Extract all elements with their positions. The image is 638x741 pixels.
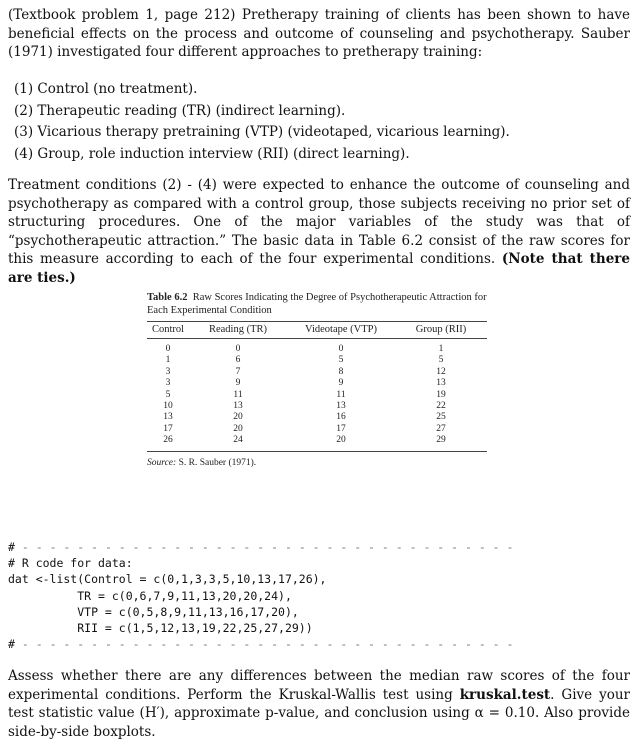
cell-group: 27 xyxy=(436,423,446,434)
cell-videotape: 9 xyxy=(338,378,344,389)
table-row xyxy=(147,378,487,389)
table-label: Table 6.2 xyxy=(147,292,188,303)
cell-control: 0 xyxy=(165,344,171,354)
question-paragraph xyxy=(8,667,630,741)
cell-control: 26 xyxy=(163,435,173,446)
cell-group: 12 xyxy=(436,366,446,377)
table-row xyxy=(147,355,487,366)
cell-control: 10 xyxy=(163,400,173,411)
question-text: . Give your test statistic value (H′), approximate p-value, and conclusion using α = 0.10. Also provide side-by-side boxplots. xyxy=(8,686,630,740)
question-text: Assess whether there are any differences between the median raw scores of the four experimental conditions. Perform the Kruskal-Wallis test using xyxy=(8,668,630,703)
cell-group: 29 xyxy=(436,435,446,446)
table-source xyxy=(147,458,487,468)
cell-videotape: 16 xyxy=(336,412,346,423)
code-line: TR = c(0,6,7,9,11,13,20,20,24), xyxy=(8,588,292,603)
table-body xyxy=(147,344,487,447)
list-item: (3) Vicarious therapy pretraining (VTP) (videotaped, vicarious learning). xyxy=(14,124,510,140)
table-row xyxy=(147,390,487,401)
cell-group: 22 xyxy=(436,400,446,411)
list-item: (2) Therapeutic reading (TR) (indirect learning). xyxy=(14,102,346,119)
cell-reading: 9 xyxy=(235,378,241,389)
intro-paragraph xyxy=(8,6,630,62)
cell-videotape: 11 xyxy=(336,389,346,400)
cell-reading: 24 xyxy=(233,435,243,446)
cell-videotape: 0 xyxy=(338,344,344,354)
header-reading: Reading (TR) xyxy=(208,324,268,335)
cell-videotape: 8 xyxy=(338,366,344,377)
table-row xyxy=(147,412,487,423)
list-item: (1) Control (no treatment). xyxy=(14,81,198,97)
cell-reading: 11 xyxy=(233,389,243,400)
cell-control: 3 xyxy=(165,366,171,377)
table-row xyxy=(147,424,487,435)
cell-videotape: 5 xyxy=(338,355,344,366)
cell-reading: 20 xyxy=(233,412,243,423)
cell-reading: 13 xyxy=(233,400,243,411)
cell-control: 17 xyxy=(163,423,173,434)
code-line: dat <-list(Control = c(0,1,3,3,5,10,13,17,26), xyxy=(8,572,327,587)
cell-videotape: 13 xyxy=(336,400,346,411)
table-row xyxy=(147,344,487,355)
cell-control: 3 xyxy=(165,378,171,389)
cell-group: 1 xyxy=(438,344,444,354)
source-text: S. R. Sauber (1971). xyxy=(178,457,257,468)
dash-rule: - - - - - - - - - - - - - - - - - - - - - - - - - - - - - - - - - - - - xyxy=(21,637,514,652)
comment-hash: # xyxy=(8,637,15,652)
cell-control: 5 xyxy=(165,389,171,400)
header-videotape: Videotape (VTP) xyxy=(305,324,377,335)
code-line: VTP = c(0,5,8,9,11,13,16,17,20), xyxy=(8,604,299,619)
table-row xyxy=(147,435,487,446)
table-caption-text: Raw Scores Indicating the Degree of Psychotherapeutic Attraction for Each Experimental Condition xyxy=(147,292,487,316)
cell-group: 5 xyxy=(438,355,444,366)
table-header xyxy=(147,322,487,338)
cell-reading: 7 xyxy=(235,366,241,377)
header-group: Group (RII) xyxy=(415,324,467,335)
table-caption xyxy=(147,291,487,317)
treatment-text: Treatment conditions (2) - (4) were expected to enhance the outcome of counseling and psychotherapy as compared with a control group, those subjects receiving no prior set of structuring procedures. One of the major variables of the study was that of “psychotherapeutic attraction.” The basic data in Table 6.2 consist of the raw scores for this measure according to each of the four experimental conditions. xyxy=(8,177,630,267)
table-bottom-rule xyxy=(147,451,487,452)
cell-control: 1 xyxy=(165,355,171,366)
comment-hash: # xyxy=(8,540,15,554)
dash-rule: - - - - - - - - - - - - - - - - - - - - - - - - - - - - - - - - - - - - xyxy=(21,540,514,554)
data-table xyxy=(147,291,487,468)
cell-reading: 6 xyxy=(235,355,241,366)
cell-group: 13 xyxy=(436,378,446,389)
table-row xyxy=(147,401,487,412)
source-label: Source: xyxy=(147,457,177,468)
code-line: # R code for data: xyxy=(8,556,133,571)
table-row xyxy=(147,367,487,378)
cell-videotape: 20 xyxy=(336,435,346,446)
cell-group: 19 xyxy=(436,389,446,400)
cell-reading: 20 xyxy=(233,423,243,434)
table-header-rule xyxy=(147,338,487,339)
intro-text: (Textbook problem 1, page 212) Pretherapy training of clients has been shown to have beneficial effects on the process and outcome of counseling and psychotherapy. Sauber (1971) investigated four different approaches to pretherapy training: xyxy=(8,7,630,60)
code-line: RII = c(1,5,12,13,19,22,25,27,29)) xyxy=(8,621,313,636)
header-control: Control xyxy=(151,324,185,335)
cell-videotape: 17 xyxy=(336,423,346,434)
cell-group: 25 xyxy=(436,412,446,423)
approaches-list xyxy=(14,79,510,165)
list-item: (4) Group, role induction interview (RII) (direct learning). xyxy=(14,145,410,162)
function-name: kruskal.test xyxy=(459,686,551,703)
cell-reading: 0 xyxy=(235,344,241,354)
ties-note: (Note that there are ties.) xyxy=(8,251,630,286)
cell-control: 13 xyxy=(163,412,173,423)
treatment-paragraph xyxy=(8,176,630,287)
r-code-block xyxy=(8,539,513,652)
